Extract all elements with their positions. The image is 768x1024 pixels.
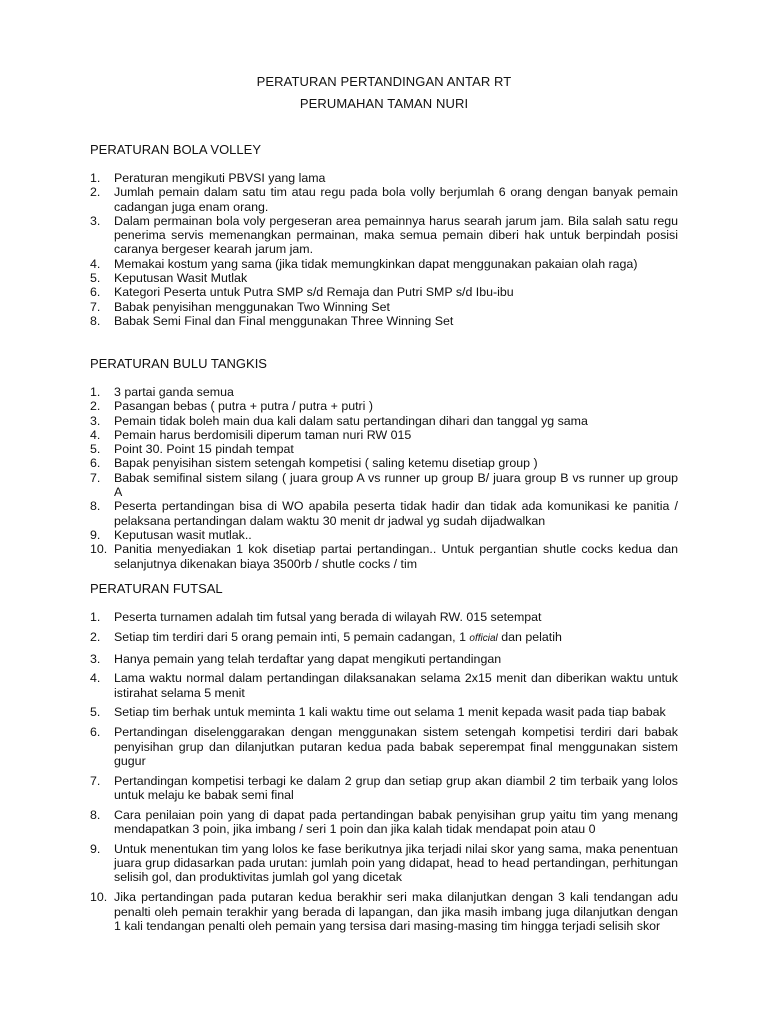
section-heading-volley: PERATURAN BOLA VOLLEY [90,142,261,157]
list-item-text: Babak Semi Final dan Final menggunakan Three Winning Set [114,313,454,328]
document-title-line-1: PERATURAN PERTANDINGAN ANTAR RT [256,74,512,89]
section-volley [90,142,678,328]
list-item-text: Pemain tidak boleh main dua kali dalam satu pertandingan dihari dan tanggal yg sama [114,413,588,428]
list-item-number: 9. [90,527,101,542]
list-item-number: 9. [90,841,101,856]
list-item-text: Pertandingan kompetisi terbagi ke dalam 2 grup dan setiap grup akan diambil 2 tim terbaik yang lolos untuk melaju ke babak semi final [114,773,678,802]
list-item [90,842,678,885]
list-item-text: Peraturan mengikuti PBVSI yang lama [114,171,326,185]
document-title-line-2: PERUMAHAN TAMAN NURI [299,96,469,111]
badminton-rules-list [90,385,678,571]
list-item-number: 10. [90,542,108,557]
list-item-number: 4. [90,427,101,442]
list-item-text: Babak semifinal sistem silang ( juara group A vs runner up group B/ juara group B vs runner up group A [114,470,678,500]
list-item-number: 1. [90,385,101,399]
list-item-number: 4. [90,256,101,271]
list-item [90,808,678,837]
list-item [90,285,678,299]
list-item-text: Kategori Peserta untuk Putra SMP s/d Remaja dan Putri SMP s/d Ibu-ibu [114,285,514,300]
list-item-text: Keputusan wasit mutlak.. [114,527,252,542]
section-heading-badminton: PERATURAN BULU TANGKIS [90,356,267,371]
list-item [90,630,678,646]
list-item [90,528,678,542]
list-item [90,442,678,456]
list-item-number: 3. [90,651,101,666]
list-item-number: 8. [90,499,101,514]
list-item-text: Hanya pemain yang telah terdaftar yang dapat mengikuti pertandingan [114,651,502,666]
list-item-number: 7. [90,299,101,314]
list-item-text: Peserta turnamen adalah tim futsal yang berada di wilayah RW. 015 setempat [114,610,542,624]
list-item-number: 8. [90,313,101,328]
list-item-text: Cara penilaian poin yang di dapat pada pertandingan babak penyisihan grup yaitu tim yang menang mendapatkan 3 poin, jika imbang / seri 1 poin dan jika kalah tidak mendapat poin atau 0 [114,807,678,837]
futsal-rules-list [90,610,678,933]
list-item-text: Dalam permainan bola voly pergeseran area pemainnya harus searah jarum jam. Bila salah satu regu penerima servis memenangkan permainan, maka semua pemain diberi hak untuk berpindah posisi caranya bergeser kearah jarum jam. [114,213,678,257]
list-item [90,171,678,185]
list-item-number: 5. [90,705,101,720]
list-item-number: 10. [90,890,108,905]
section-badminton [90,356,678,571]
list-item-number: 1. [90,171,101,185]
list-item-text: Setiap tim terdiri dari 5 orang pemain inti, 5 pemain cadangan, 1 [114,629,470,644]
list-item-number: 4. [90,671,101,686]
list-item-text: 3 partai ganda semua [114,385,234,399]
list-item-text: Pemain harus berdomisili diperum taman nuri RW 015 [114,427,412,442]
section-futsal [90,581,678,939]
list-item [90,610,678,624]
list-item-text: Panitia menyediakan 1 kok disetiap partai pertandingan.. Untuk pergantian shutle cocks kedua dan selanjutnya dikenakan biaya 3500rb / shutle cocks / tim [114,542,678,571]
list-item [90,385,678,399]
list-item [90,185,678,214]
list-item [90,300,678,314]
list-item-number: 5. [90,271,101,286]
list-item-number: 2. [90,185,101,200]
list-item-number: 8. [90,807,101,822]
list-item-text: Peserta pertandingan bisa di WO apabila peserta tidak hadir dan tidak ada komunikasi ke panitia / pelaksana pertandingan dalam waktu 30 menit dr jadwal yg sudah dijadwalkan [114,499,678,528]
list-item [90,271,678,285]
list-item-text: Untuk menentukan tim yang lolos ke fase berikutnya jika terjadi nilai skor yang sama, maka penentuan juara grup didasarkan pada urutan: jumlah poin yang didapat, head to head pertandingan, perhitungan selisih gol, dan produktivitas jumlah gol yang dicetak [114,841,678,885]
list-item [90,652,678,666]
list-item [90,414,678,428]
list-item-number: 7. [90,470,101,485]
list-item-text: Pasangan bebas ( putra + putra / putra + putri ) [114,399,373,414]
list-item-text: Bapak penyisihan sistem setengah kompetisi ( saling ketemu disetiap group ) [114,456,538,471]
list-item [90,671,678,700]
list-item [90,542,678,571]
list-item-text: dan pelatih [497,629,562,644]
list-item-number: 1. [90,610,101,624]
list-item [90,471,678,500]
list-item [90,705,678,719]
list-item-text: Memakai kostum yang sama (jika tidak memungkinkan dapat menggunakan pakaian olah raga) [114,256,638,271]
list-item-text: Babak penyisihan menggunakan Two Winning Set [114,299,390,314]
list-item-text: Point 30. Point 15 pindah tempat [114,442,294,457]
list-item [90,499,678,528]
list-item-text: Pertandingan diselenggarakan dengan menggunakan sistem setengah kompetisi terdiri dari babak penyisihan grup dan dilanjutkan putaran kedua pada babak seperempat final menggunakan sistem gugur [114,725,678,768]
list-item [90,257,678,271]
list-item [90,428,678,442]
section-heading-futsal: PERATURAN FUTSAL [90,581,223,596]
list-item-number: 3. [90,413,101,428]
list-item-number: 5. [90,442,101,457]
list-item-text: Setiap tim berhak untuk meminta 1 kali waktu time out selama 1 menit kepada wasit pada tiap babak [114,705,666,720]
list-item-text: Jumlah pemain dalam satu tim atau regu pada bola volly berjumlah 6 orang dengan banyak pemain cadangan juga enam orang. [114,185,678,214]
list-item [90,456,678,470]
list-item-text: Jika pertandingan pada putaran kedua berakhir seri maka dilanjutkan dengan 3 kali tendangan adu penalti oleh pemain terakhir yang berada di lapangan, dan jika masih imbang juga dilanjutkan dengan 1 kali tendangan penalti oleh pemain yang tersisa dari masing-masing tim hingga terjadi selisih skor [114,890,678,933]
list-item-number: 6. [90,725,101,740]
list-item [90,214,678,257]
list-item [90,399,678,413]
list-item [90,314,678,328]
list-item-number: 6. [90,285,101,300]
volley-rules-list [90,171,678,328]
list-item-number: 6. [90,456,101,471]
list-item-number: 2. [90,399,101,414]
list-item-number: 3. [90,213,101,228]
list-item [90,725,678,768]
list-item [90,890,678,933]
list-item-text: official [469,632,498,644]
list-item [90,774,678,803]
list-item-number: 7. [90,773,101,788]
list-item-number: 2. [90,629,101,644]
list-item-text: Keputusan Wasit Mutlak [114,271,248,286]
list-item-text: Lama waktu normal dalam pertandingan dilaksanakan selama 2x15 menit dan diberikan waktu untuk istirahat selama 5 menit [114,671,678,700]
